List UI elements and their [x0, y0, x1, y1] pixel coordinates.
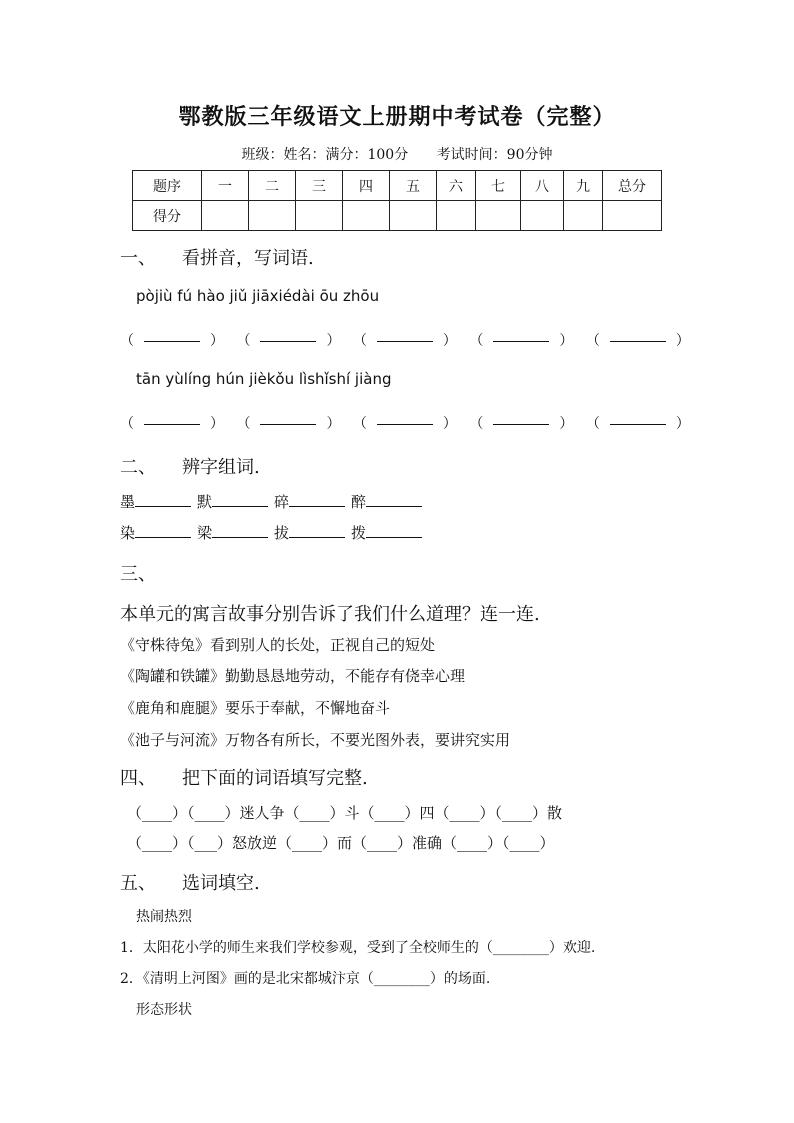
word-blank[interactable] [366, 523, 422, 538]
score-cell[interactable] [521, 201, 564, 231]
matching-item[interactable]: 《陶罐和铁罐》勤勤恳恳地劳动，不能存有侥幸心理 [120, 667, 466, 685]
section-title: 把下面的词语填写完整. [182, 768, 368, 789]
score-cell[interactable] [249, 201, 296, 231]
answer-blank[interactable]: （ ） [352, 333, 457, 349]
exam-info-left: 班级：姓名：满分：100分 [241, 147, 409, 163]
fill-sentence-1[interactable]: 1．太阳花小学的师生来我们学校参观，受到了全校师生的（________）欢迎. [120, 940, 596, 956]
char-prompt: 梁 [197, 524, 213, 542]
section-number: 三、 [120, 564, 156, 585]
table-header-cell: 一 [202, 171, 249, 201]
section-title: 看拼音，写词语. [182, 248, 314, 269]
score-cell[interactable] [437, 201, 476, 231]
word-blank[interactable] [212, 492, 268, 507]
pinyin-row-2: tān yùlíng hún jièkǒu lìshǐshí jiàng [136, 370, 392, 388]
char-prompt: 拨 [351, 524, 367, 542]
table-header-cell: 四 [343, 171, 390, 201]
char-prompt: 默 [197, 493, 213, 511]
answer-blank[interactable]: （ ） [352, 416, 457, 432]
section-5-heading [120, 869, 260, 895]
table-row-label: 得分 [133, 201, 202, 231]
score-cell[interactable] [476, 201, 521, 231]
word-blank[interactable] [135, 492, 191, 507]
section-title: 选词填空. [182, 873, 260, 894]
score-table [132, 170, 662, 231]
exam-info [0, 144, 794, 164]
section-1-heading [120, 244, 314, 270]
score-table-header-row [133, 171, 662, 201]
answer-blanks-row-1 [120, 330, 698, 350]
exam-info-right: 考试时间：90分钟 [436, 147, 553, 163]
table-header-cell: 七 [476, 171, 521, 201]
section-number: 二、 [120, 457, 156, 478]
answer-blank[interactable]: （ ） [585, 333, 690, 349]
table-header-cell: 三 [296, 171, 343, 201]
word-blank[interactable] [366, 492, 422, 507]
word-blank[interactable] [212, 523, 268, 538]
pinyin-row-1: pòjiù fú hào jiǔ jiāxiédài ōu zhōu [136, 287, 380, 305]
answer-blank[interactable]: （ ） [120, 333, 224, 349]
word-choices-2: 形态形状 [136, 1002, 192, 1018]
fill-line-2[interactable]: （____）（___）怒放逆（____）而（____）准确（____）（____） [127, 834, 555, 852]
table-header-cell: 题序 [133, 171, 202, 201]
char-row-2 [120, 522, 428, 543]
table-header-cell: 五 [390, 171, 437, 201]
word-blank[interactable] [135, 523, 191, 538]
score-cell[interactable] [296, 201, 343, 231]
section-4-heading [120, 764, 368, 790]
word-blank[interactable] [289, 523, 345, 538]
answer-blanks-row-2 [120, 413, 698, 433]
fill-sentence-2[interactable]: 2．《清明上河图》画的是北宋都城汴京（________）的场面. [120, 971, 491, 987]
table-header-cell: 六 [437, 171, 476, 201]
answer-blank[interactable]: （ ） [469, 333, 574, 349]
section-3-heading [120, 560, 156, 586]
section-title: 辨字组词. [182, 457, 260, 478]
matching-item[interactable]: 《守株待兔》看到别人的长处，正视自己的短处 [120, 636, 436, 654]
score-cell[interactable] [343, 201, 390, 231]
fill-line-1[interactable]: （____）（____）迷人争（____）斗（____）四（____）（____）散 [127, 804, 563, 822]
table-header-cell: 九 [564, 171, 603, 201]
section-2-heading [120, 453, 260, 479]
word-blank[interactable] [289, 492, 345, 507]
matching-item[interactable]: 《池子与河流》万物各有所长，不要光图外表，要讲究实用 [120, 731, 511, 749]
word-choices-1: 热闹热烈 [136, 909, 192, 925]
section-number: 五、 [120, 873, 156, 894]
char-prompt: 染 [120, 524, 136, 542]
char-prompt: 拔 [274, 524, 290, 542]
answer-blank[interactable]: （ ） [585, 416, 690, 432]
table-header-cell: 总分 [603, 171, 662, 201]
table-header-cell: 二 [249, 171, 296, 201]
char-prompt: 墨 [120, 493, 136, 511]
char-row-1 [120, 491, 428, 512]
char-prompt: 醉 [351, 493, 367, 511]
answer-blank[interactable]: （ ） [236, 333, 341, 349]
score-table-score-row [133, 201, 662, 231]
section-3-question: 本单元的寓言故事分别告诉了我们什么道理？连一连. [120, 604, 540, 625]
score-cell[interactable] [202, 201, 249, 231]
page-title: 鄂教版三年级语文上册期中考试卷（完整） [178, 104, 616, 130]
table-header-cell: 八 [521, 171, 564, 201]
answer-blank[interactable]: （ ） [120, 416, 224, 432]
answer-blank[interactable]: （ ） [469, 416, 574, 432]
answer-blank[interactable]: （ ） [236, 416, 341, 432]
score-cell[interactable] [603, 201, 662, 231]
char-prompt: 碎 [274, 493, 290, 511]
score-cell[interactable] [564, 201, 603, 231]
matching-item[interactable]: 《鹿角和鹿腿》要乐于奉献，不懈地奋斗 [120, 699, 391, 717]
score-cell[interactable] [390, 201, 437, 231]
section-number: 四、 [120, 768, 156, 789]
section-number: 一、 [120, 248, 156, 269]
